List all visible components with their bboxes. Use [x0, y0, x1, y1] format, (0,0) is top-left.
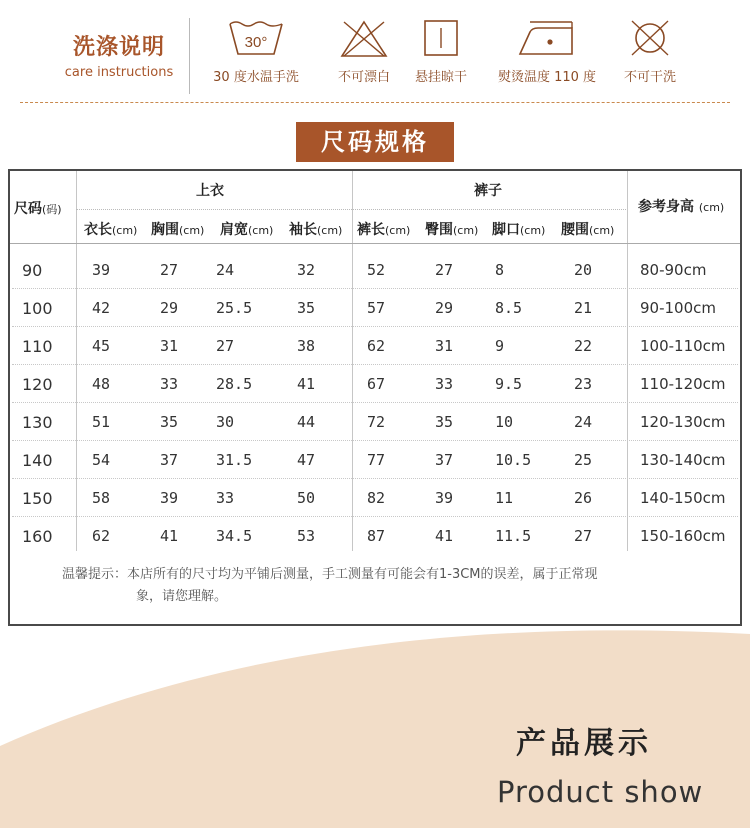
col-header-waist: 腰围(cm) [561, 222, 615, 238]
cell-height: 150-160cm [640, 527, 726, 545]
cell-pants-length: 77 [367, 451, 386, 469]
col-header-shoulder: 肩宽(cm) [220, 222, 274, 238]
col-header-pants-length: 裤长(cm) [357, 222, 411, 238]
cell-height: 90-100cm [640, 299, 716, 317]
cell-pants-length: 72 [367, 413, 386, 431]
cell-hem: 11.5 [495, 527, 532, 545]
cell-chest: 35 [160, 413, 179, 431]
cell-height: 80-90cm [640, 261, 707, 279]
col-header-length: 衣长(cm) [84, 222, 138, 238]
cell-hip: 27 [435, 261, 454, 279]
cell-length: 42 [92, 299, 111, 317]
cell-waist: 26 [574, 489, 593, 507]
cell-sleeve: 44 [297, 413, 316, 431]
cell-hip: 37 [435, 451, 454, 469]
cell-chest: 41 [160, 527, 179, 545]
table-row [10, 403, 740, 441]
care-label-no-dry-clean: 不可干洗 [623, 70, 676, 85]
wash-30-icon [226, 18, 286, 58]
care-label-hang-dry: 悬挂晾干 [414, 70, 467, 85]
care-title-en: care instructions [64, 65, 174, 80]
col-header-chest: 胸围(cm) [151, 222, 205, 238]
col-header-hip: 臀围(cm) [425, 222, 479, 238]
note-line-1: 温馨提示：本店所有的尺寸均为平铺后测量，手工测量有可能会有1-3CM的误差，属于正常现 [62, 567, 598, 582]
cell-height: 130-140cm [640, 451, 726, 469]
cell-size: 90 [22, 261, 43, 280]
cell-shoulder: 34.5 [216, 527, 253, 545]
cell-length: 62 [92, 527, 111, 545]
note-line-2: 象，请您理解。 [136, 589, 228, 604]
top-group-header: 上衣 [196, 183, 224, 199]
table-row [10, 289, 740, 327]
cell-hem: 10.5 [495, 451, 532, 469]
cell-length: 54 [92, 451, 111, 469]
cell-length: 39 [92, 261, 111, 279]
cell-chest: 27 [160, 261, 179, 279]
cell-shoulder: 28.5 [216, 375, 253, 393]
table-row [10, 517, 740, 555]
col-header-sleeve: 袖长(cm) [289, 222, 343, 238]
cell-size: 160 [22, 527, 53, 546]
care-item-iron [497, 18, 597, 85]
cell-height: 140-150cm [640, 489, 726, 507]
cell-height: 100-110cm [640, 337, 726, 355]
measurement-note [62, 564, 702, 608]
cell-height: 120-130cm [640, 413, 726, 431]
table-row [10, 365, 740, 403]
iron-icon [516, 18, 578, 58]
cell-pants-length: 52 [367, 261, 386, 279]
cell-waist: 27 [574, 527, 593, 545]
cell-chest: 29 [160, 299, 179, 317]
table-row [10, 441, 740, 479]
cell-waist: 23 [574, 375, 593, 393]
cell-chest: 39 [160, 489, 179, 507]
cell-hem: 10 [495, 413, 514, 431]
wash-temp-badge: 30° [244, 34, 268, 51]
cell-sleeve: 53 [297, 527, 316, 545]
cell-waist: 25 [574, 451, 593, 469]
care-item-hang-dry [391, 18, 491, 85]
care-divider [189, 18, 190, 94]
cell-hip: 33 [435, 375, 454, 393]
col-header-hem: 脚口(cm) [492, 222, 546, 238]
cell-hem: 9 [495, 337, 505, 355]
product-show-title-zh: 产品展示 [516, 726, 652, 761]
cell-hip: 39 [435, 489, 454, 507]
cell-pants-length: 62 [367, 337, 386, 355]
cell-hem: 11 [495, 489, 514, 507]
care-label-no-bleach: 不可漂白 [337, 70, 390, 85]
height-header: 参考身高 (cm) [638, 199, 725, 215]
cell-hip: 35 [435, 413, 454, 431]
cell-size: 110 [22, 337, 53, 356]
cell-size: 150 [22, 489, 53, 508]
cell-length: 58 [92, 489, 111, 507]
cell-shoulder: 31.5 [216, 451, 253, 469]
cell-sleeve: 50 [297, 489, 316, 507]
care-title [60, 30, 178, 80]
cell-sleeve: 35 [297, 299, 316, 317]
cell-shoulder: 30 [216, 413, 235, 431]
section-divider [20, 102, 730, 103]
cell-hem: 8.5 [495, 299, 523, 317]
cell-size: 130 [22, 413, 53, 432]
size-header: 尺码(码) [14, 201, 62, 217]
cell-pants-length: 67 [367, 375, 386, 393]
care-item-no-dry-clean [600, 18, 700, 85]
cell-sleeve: 47 [297, 451, 316, 469]
cell-shoulder: 25.5 [216, 299, 253, 317]
header-divider [10, 243, 740, 244]
cell-length: 45 [92, 337, 111, 355]
size-chart-title: 尺码规格 [296, 122, 454, 162]
cell-pants-length: 82 [367, 489, 386, 507]
cell-chest: 31 [160, 337, 179, 355]
cell-waist: 22 [574, 337, 593, 355]
cell-hip: 29 [435, 299, 454, 317]
no-dry-clean-icon [627, 18, 673, 58]
table-row [10, 327, 740, 365]
cell-size: 100 [22, 299, 53, 318]
cell-shoulder: 27 [216, 337, 235, 355]
cell-height: 110-120cm [640, 375, 726, 393]
cell-sleeve: 38 [297, 337, 316, 355]
product-show-title-en: Product show [497, 775, 704, 809]
care-item-wash [206, 18, 306, 85]
cell-waist: 20 [574, 261, 593, 279]
cell-chest: 37 [160, 451, 179, 469]
cell-hem: 9.5 [495, 375, 523, 393]
cell-size: 120 [22, 375, 53, 394]
cell-sleeve: 41 [297, 375, 316, 393]
cell-waist: 21 [574, 299, 593, 317]
cell-pants-length: 87 [367, 527, 386, 545]
care-title-zh: 洗涤说明 [72, 35, 165, 60]
table-row [10, 251, 740, 289]
cell-pants-length: 57 [367, 299, 386, 317]
header-sub-divider [76, 209, 626, 210]
care-label-iron: 熨烫温度 110 度 [497, 70, 597, 85]
hang-dry-icon [421, 18, 461, 58]
pants-group-header: 裤子 [474, 183, 502, 199]
cell-shoulder: 33 [216, 489, 235, 507]
cell-size: 140 [22, 451, 53, 470]
cell-length: 48 [92, 375, 111, 393]
cell-hem: 8 [495, 261, 505, 279]
cell-chest: 33 [160, 375, 179, 393]
cell-length: 51 [92, 413, 111, 431]
care-label-wash: 30 度水温手洗 [213, 70, 299, 85]
no-bleach-icon [338, 18, 390, 58]
cell-hip: 31 [435, 337, 454, 355]
cell-sleeve: 32 [297, 261, 316, 279]
cell-hip: 41 [435, 527, 454, 545]
size-table [8, 169, 742, 626]
table-row [10, 479, 740, 517]
cell-waist: 24 [574, 413, 593, 431]
cell-shoulder: 24 [216, 261, 235, 279]
